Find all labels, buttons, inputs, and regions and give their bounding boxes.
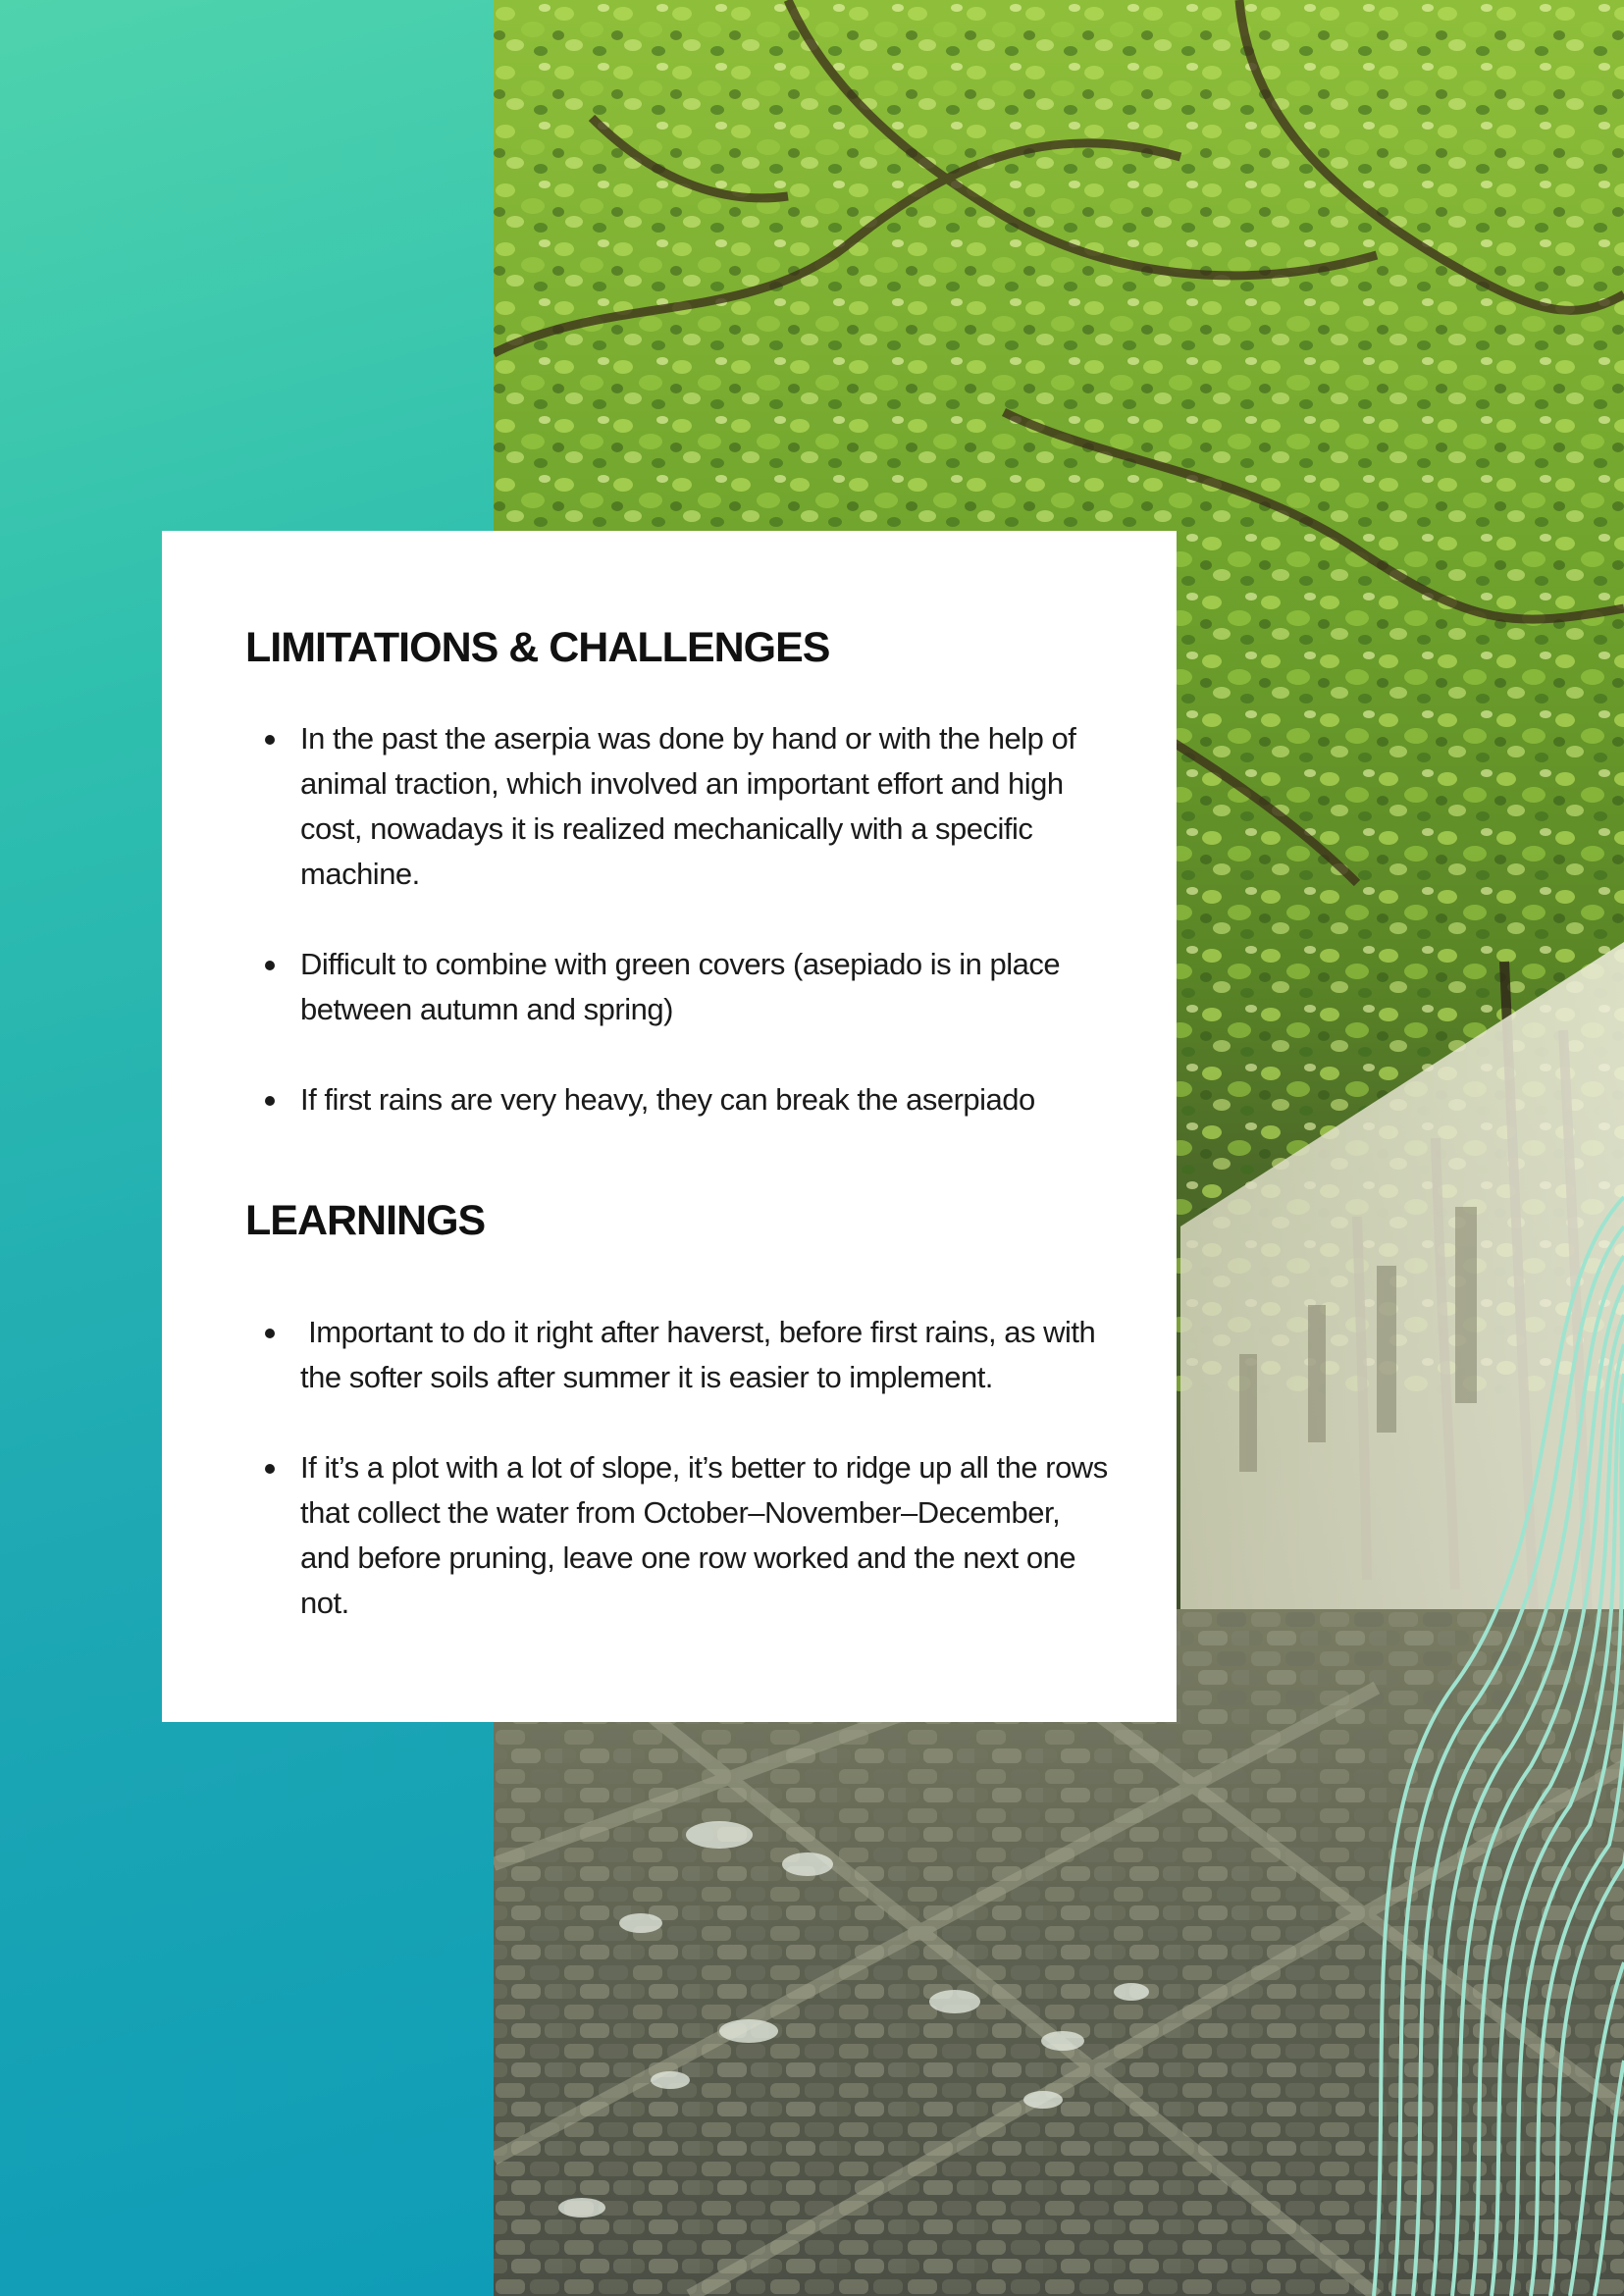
limitations-heading: LIMITATIONS & CHALLENGES — [245, 624, 830, 671]
learnings-heading: LEARNINGS — [245, 1197, 486, 1244]
bullet-icon — [265, 735, 275, 745]
bullet-icon — [265, 1464, 275, 1474]
bullet-icon — [265, 961, 275, 970]
list-item — [245, 942, 1108, 1032]
content-card — [162, 531, 1177, 1722]
learnings-list — [245, 1310, 1108, 1626]
list-item — [245, 716, 1108, 897]
list-item-text: If first rains are very heavy, they can break the aserpiado — [300, 1082, 1035, 1117]
bullet-icon — [265, 1096, 275, 1106]
list-item-text: Difficult to combine with green covers (asepiado is in place between autumn and spring) — [300, 947, 1061, 1026]
list-item-text: In the past the aserpia was done by hand or with the help of animal traction, which involved an important effort and high cost, nowadays it is realized mechanically with a specific machine. — [300, 721, 1076, 891]
list-item-text: If it’s a plot with a lot of slope, it’s better to ridge up all the rows that collect the water from October–November–December, and before pruning, leave one row worked and the next one not. — [300, 1450, 1108, 1620]
list-item — [245, 1077, 1108, 1122]
list-item — [245, 1310, 1108, 1400]
list-item — [245, 1445, 1108, 1626]
limitations-list — [245, 716, 1108, 1122]
list-item-text: Important to do it right after haverst, before first rains, as with the softer soils after summer it is easier to implement. — [300, 1315, 1104, 1394]
bullet-icon — [265, 1329, 275, 1338]
